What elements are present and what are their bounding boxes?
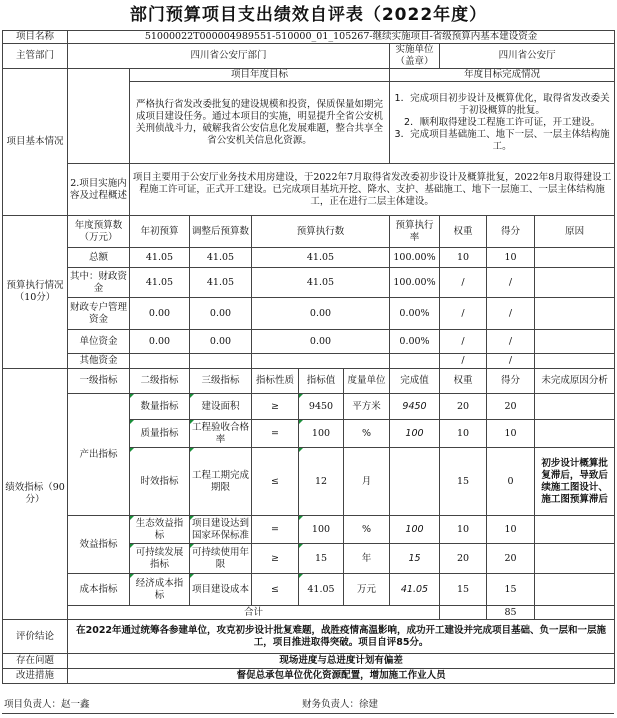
conclusion-text: 在2022年通过统筹各参建单位，攻克初步设计批复难题，战胜疫情高温影响，成功开工建设并完成项目基础、负一层和一层施工，项目推进取得突破。项目自评85分。 [68,620,615,654]
perf-nature: ≤ [252,448,299,516]
perf-header-score: 得分 [487,369,535,394]
dept-value: 四川省公安厅部门 [68,44,390,69]
perf-reason [535,516,615,544]
budget-rate: 100.00% [390,248,440,268]
measures-text: 督促总承包单位优化资源配置，增加施工作业人员 [68,669,615,684]
perf-header-value: 指标值 [299,369,344,394]
budget-score: 10 [487,248,535,268]
perf-weight: 20 [440,394,487,420]
perf-header-nature: 指标性质 [252,369,299,394]
perf-actual: 100 [390,420,440,448]
perf-header-level1: 一级指标 [68,369,130,394]
budget-adjusted: 0.00 [190,298,252,330]
budget-initial: 41.05 [130,268,190,298]
perf-unit: 年 [344,544,390,574]
perf-unit: % [344,516,390,544]
budget-reason [535,354,615,369]
budget-score: / [487,268,535,298]
issues-label: 存在问题 [3,654,68,669]
perf-reason [535,394,615,420]
budget-executed: 0.00 [252,298,390,330]
perf-level2: 生态效益指标 [130,516,190,544]
perf-actual [390,448,440,516]
budget-header-year: 年度预算数（万元） [68,216,130,248]
perf-nature: ≥ [252,544,299,574]
budget-header-adjusted: 调整后预算数 [190,216,252,248]
budget-reason [535,268,615,298]
budget-reason [535,248,615,268]
perf-nature: = [252,420,299,448]
issues-row [3,654,615,669]
perf-nature: ≤ [252,574,299,606]
budget-row [3,268,615,298]
perf-nature: ≥ [252,394,299,420]
perf-level3: 项目建设达到国家环保标准 [190,516,252,544]
perf-header-actual: 完成值 [390,369,440,394]
budget-score: / [487,298,535,330]
budget-row-label: 其中：财政资金 [68,268,130,298]
evaluation-table [2,30,615,684]
perf-level2: 可持续发展指标 [130,544,190,574]
budget-rate: 0.00% [390,298,440,330]
perf-level2: 质量指标 [130,420,190,448]
budget-row-label: 财政专户管理资金 [68,298,130,330]
perf-level2: 时效指标 [130,448,190,516]
perf-header-level2: 二级指标 [130,369,190,394]
perf-level3: 工程验收合格率 [190,420,252,448]
perf-level3: 项目建设成本 [190,574,252,606]
total-row [3,606,615,620]
budget-reason [535,330,615,354]
perf-unit: % [344,420,390,448]
perf-score: 0 [487,448,535,516]
budget-row [3,248,615,268]
perf-header-weight: 权重 [440,369,487,394]
perf-actual: 41.05 [390,574,440,606]
budget-rate [390,354,440,369]
budget-row [3,330,615,354]
perf-value: 12 [299,448,344,516]
perf-score: 10 [487,516,535,544]
perf-actual: 15 [390,544,440,574]
perf-header-reason: 未完成原因分析 [535,369,615,394]
perf-value: 41.05 [299,574,344,606]
budget-adjusted: 41.05 [190,268,252,298]
budget-adjusted: 0.00 [190,330,252,354]
perf-header-level3: 三级指标 [190,369,252,394]
perf-score: 20 [487,544,535,574]
perf-level3: 工程工期完成期限 [190,448,252,516]
unit-label: 实施单位（盖章） [390,44,440,69]
budget-score: / [487,354,535,369]
budget-initial [130,354,190,369]
total-reason [535,606,615,620]
goal-header: 项目年度目标 [130,69,390,82]
budget-initial: 41.05 [130,248,190,268]
budget-row-label: 单位资金 [68,330,130,354]
conclusion-label: 评价结论 [3,620,68,654]
bottom-border [2,713,614,714]
perf-row [3,516,615,544]
measures-row [3,669,615,684]
completion-text: 1．完成项目初步设计及概算优化，取得省发改委关于初设概算的批复。 2．顺利取得建设工程施工许可证，开工建设。 3．完成项目基础施工、地下一层、一层主体结构施工。 [390,82,615,164]
perf-level3: 建设面积 [190,394,252,420]
annual-goal-text: 严格执行省发改委批复的建设规模和投资，保质保量如期完成项目建设任务。通过本项目的实施，明显提升全省公安机关刑侦战斗力，破解我省公安信息化发展难题，整合共享全省公安机关信息化资源。 [130,82,390,164]
basic-section-label: 项目基本情况 [3,69,68,216]
budget-row [3,354,615,369]
perf-score: 10 [487,420,535,448]
budget-executed: 41.05 [252,268,390,298]
basic-header-row [3,69,615,82]
perf-weight: 20 [440,544,487,574]
budget-header-row [3,216,615,248]
budget-rate: 100.00% [390,268,440,298]
process-label: 2.项目实施内容及过程概述 [68,164,130,216]
perf-value: 9450 [299,394,344,420]
perf-row [3,574,615,606]
budget-weight: / [440,268,487,298]
dept-row [3,44,615,69]
perf-value: 100 [299,516,344,544]
project-name-value: 51000022T000004989551-510000_01_105267-继续实施项目-省级预算内基本建设资金 [68,31,615,44]
budget-weight: / [440,354,487,369]
perf-weight: 15 [440,574,487,606]
budget-reason [535,298,615,330]
perf-score: 20 [487,394,535,420]
budget-row [3,298,615,330]
measures-label: 改进措施 [3,669,68,684]
project-name-row [3,31,615,44]
page-title: 部门预算项目支出绩效自评表（2022年度） [129,5,488,25]
total-score: 85 [487,606,535,620]
budget-weight: / [440,298,487,330]
perf-unit: 平方米 [344,394,390,420]
perf-value: 15 [299,544,344,574]
budget-initial: 0.00 [130,330,190,354]
budget-header-executed: 预算执行数 [252,216,390,248]
budget-row-label: 总额 [68,248,130,268]
perf-value: 100 [299,420,344,448]
budget-row-label: 其他资金 [68,354,130,369]
dept-label: 主管部门 [3,44,68,69]
budget-score: / [487,330,535,354]
perf-row [3,394,615,420]
budget-executed [252,354,390,369]
perf-reason [535,574,615,606]
perf-nature: = [252,516,299,544]
perf-actual: 100 [390,516,440,544]
basic-process-row [3,164,615,216]
perf-reason [535,420,615,448]
benefit-indicator-label: 效益指标 [68,516,130,574]
perf-weight: 10 [440,420,487,448]
total-label: 合计 [68,606,440,620]
budget-header-reason: 原因 [535,216,615,248]
project-name-label: 项目名称 [3,31,68,44]
budget-header-initial: 年初预算 [130,216,190,248]
budget-weight: 10 [440,248,487,268]
budget-weight: / [440,330,487,354]
cost-indicator-label: 成本指标 [68,574,130,606]
output-indicator-label: 产出指标 [68,394,130,516]
perf-weight: 15 [440,448,487,516]
budget-initial: 0.00 [130,298,190,330]
perf-level2: 经济成本指标 [130,574,190,606]
perf-header-row [3,369,615,394]
budget-adjusted [190,354,252,369]
process-text: 项目主要用于公安厅业务技术用房建设，于2022年7月取得省发改委初步设计及概算批复，2022年8月取得建设工程施工许可证，正式开工建设。已完成项目基坑开挖、降水、支护、基础施工、地下一层施工、一层主体结构施工，正在进行二层主体建设。 [130,164,615,216]
budget-adjusted: 41.05 [190,248,252,268]
budget-header-score: 得分 [487,216,535,248]
perf-level3: 可持续使用年限 [190,544,252,574]
completion-header: 年度目标完成情况 [390,69,615,82]
budget-executed: 0.00 [252,330,390,354]
budget-rate: 0.00% [390,330,440,354]
perf-score: 15 [487,574,535,606]
budget-executed: 41.05 [252,248,390,268]
project-owner: 项目负责人：赵一鑫 [4,699,90,710]
unit-value: 四川省公安厅 [440,44,615,69]
perf-header-unit: 度量单位 [344,369,390,394]
perf-reason [535,544,615,574]
perf-weight: 10 [440,516,487,544]
budget-section-label: 预算执行情况（10分） [3,216,68,369]
issues-text: 现场进度与总进度计划有偏差 [68,654,615,669]
budget-header-weight: 权重 [440,216,487,248]
perf-actual: 9450 [390,394,440,420]
perf-reason: 初步设计概算批复滞后，导致后续施工图设计、施工图预算滞后 [535,448,615,516]
total-weight [440,606,487,620]
conclusion-row [3,620,615,654]
perf-unit: 万元 [344,574,390,606]
perf-section-label: 绩效指标（90分） [3,369,68,620]
budget-header-rate: 预算执行率 [390,216,440,248]
finance-owner: 财务负责人：徐建 [302,699,379,710]
perf-level2: 数量指标 [130,394,190,420]
perf-unit: 月 [344,448,390,516]
